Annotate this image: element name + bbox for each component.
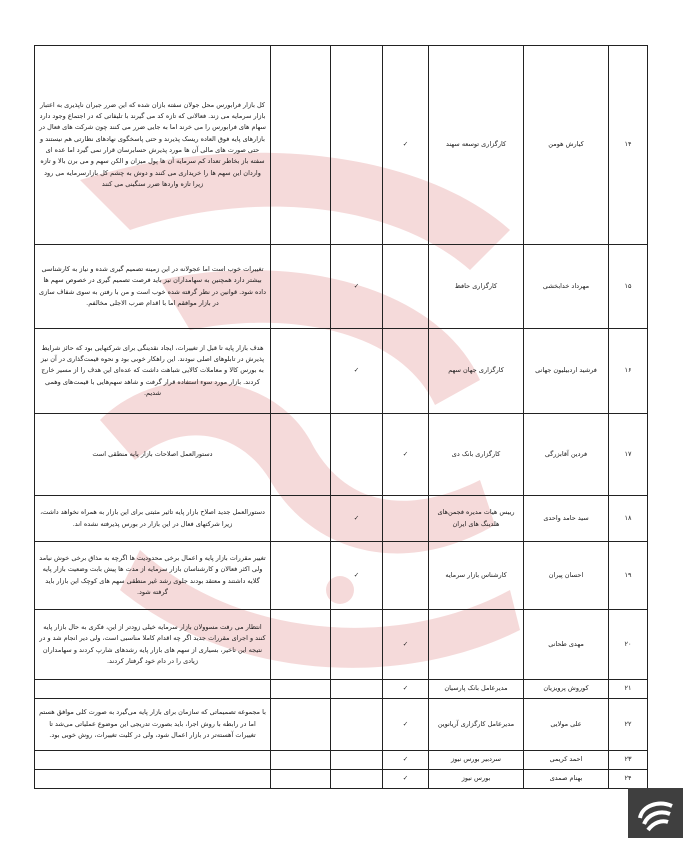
check-mark-icon: ✓ <box>383 46 429 245</box>
check-mark-icon: ✓ <box>383 680 429 699</box>
row-number: ۱۵ <box>609 245 648 329</box>
opinion-text: دستورالعمل اصلاحات بازار پایه منطقی است <box>35 414 271 496</box>
opinion-text: تغییر مقررات بازار پایه و اعمال برخی محدودیت ها اگرچه به مذاق برخی خوش نیامد ولی اکثر فعالان و کارشناسان بازار سرمایه از مدت ها پیش بابت وضعیت بازار پایه گلایه داشتند و معتقد بودند جلوی رشد غیر منطقی سهم های کوچک این بازار باید گرفته شود. <box>35 542 271 610</box>
person-name: فرشید اردبیلیون جهانی <box>524 329 609 414</box>
opinion-text: با مجموعه تصمیماتی که سازمان برای بازار پایه می‌گیرد به صورت کلی موافق هستم اما در رابطه با روش اجرا، باید بصورت تدریجی این موضوع عملیاتی می‌شد تا تغییرات آهسته‌تر در بازار اعمال شود، ولی در کلیت تغییرات، روش خوبی بود. <box>35 699 271 751</box>
opinion-text: دستورالعمل جدید اصلاح بازار پایه تاثیر مثبتی برای این بازار به همراه نخواهد داشت، زیرا شرکتهای فعال در این بازار در بورس پذیرفته نشده اند. <box>35 496 271 542</box>
check-mark-icon <box>271 610 331 680</box>
check-mark-icon <box>271 46 331 245</box>
brand-corner-logo <box>628 788 683 838</box>
check-mark-icon: ✓ <box>383 751 429 770</box>
person-name: فردین آقابزرگی <box>524 414 609 496</box>
check-mark-icon: ✓ <box>383 610 429 680</box>
table-row <box>35 770 648 789</box>
table-row <box>35 699 648 751</box>
row-number: ۱۴ <box>609 46 648 245</box>
check-mark-icon <box>383 542 429 610</box>
organization: کارگزاری توسعه سهند <box>429 46 524 245</box>
opinion-text: انتظار می رفت مسوولان بازار سرمایه خیلی زودتر از این، فکری به حال بازار پایه کنند و اجرای مقررات جدید اگر چه اقدام کاملا مناسبی است، ولی دیر انجام شد و در نتیجه این تاخیر، بسیاری از سهم های بازار پایه رشدهای شارپ کردند و سهامداران زیادی را در دام خود گرفتار کردند. <box>35 610 271 680</box>
row-number: ۲۳ <box>609 751 648 770</box>
check-mark-icon <box>331 414 383 496</box>
check-mark-icon <box>271 680 331 699</box>
opinion-text: تغییرات خوب است اما عجولانه در این زمینه تصمیم گیری شده و نیاز به کارشناسی بیشتر دارد همچنین به سهامداران نیز باید فرصت تصمیم گیری در خصوص سهم ها داده شود. قوانین در نظر گرفته شده خوب است و من با رفتن به سوی شفاف سازی در بازار موافقم اما با اقدام ضرب الاجلی مخالفم. <box>35 245 271 329</box>
table-row <box>35 245 648 329</box>
check-mark-icon: ✓ <box>331 329 383 414</box>
check-mark-icon <box>271 414 331 496</box>
table-row <box>35 680 648 699</box>
check-mark-icon: ✓ <box>331 245 383 329</box>
row-number: ۱۷ <box>609 414 648 496</box>
brand-corner-logo-mark <box>628 788 683 838</box>
check-mark-icon <box>271 245 331 329</box>
survey-table <box>34 45 648 789</box>
organization: مدیرعامل کارگزاری آریانوین <box>429 699 524 751</box>
table-row <box>35 751 648 770</box>
check-mark-icon <box>271 329 331 414</box>
row-number: ۲۱ <box>609 680 648 699</box>
person-name: مهرداد خدابخشی <box>524 245 609 329</box>
person-name: احسان پیران <box>524 542 609 610</box>
check-mark-icon <box>383 496 429 542</box>
organization: کارگزاری حافظ <box>429 245 524 329</box>
check-mark-icon <box>331 610 383 680</box>
organization: مدیرعامل بانک پارسیان <box>429 680 524 699</box>
organization: رییس هیات مدیره فجمن‌های هلدینگ های ایران <box>429 496 524 542</box>
organization: کارگزاری جهان سهم <box>429 329 524 414</box>
organization: کارشناس بازار سرمایه <box>429 542 524 610</box>
table-row <box>35 329 648 414</box>
row-number: ۲۲ <box>609 699 648 751</box>
organization: سردبیر بورس نیوز <box>429 751 524 770</box>
row-number: ۱۶ <box>609 329 648 414</box>
check-mark-icon <box>271 542 331 610</box>
check-mark-icon <box>383 245 429 329</box>
opinion-text <box>35 680 271 699</box>
organization: کارگزاری بانک دی <box>429 414 524 496</box>
opinion-text: کل بازار فرابورس محل جولان سفته بازان شده که این ضرر جبران ناپذیری به اعتبار بازار سرمایه می زند. فعالانی که تازه کد می گیرند با تلیفاتی که در اجتماع وجود دارد سهام های فرابورس را می خرند اما به جایی ضرر می کنند چون شرکت های فعال در بازارهای پایه فوق العاده ریسک پذیرند و حتی پاسخگوی نهادهای نظارتی هم نیستند و حتی صورت های مالی آن ها مورد پذیرش حسابرسان قرار نمی گیرد اما عده ای سفته باز بخاطر تعداد کم سرمایه آن ها پول میزان و الکن سهم و می برن بالا و تازه واردان این سهم ها را خریداری می کنند و دوش به چشم کل بازارسرمایه می رود زیرا تازه واردها ضرر سنگینی می کنند <box>35 46 271 245</box>
row-number: ۱۹ <box>609 542 648 610</box>
check-mark-icon <box>331 680 383 699</box>
check-mark-icon: ✓ <box>383 699 429 751</box>
check-mark-icon <box>271 699 331 751</box>
check-mark-icon <box>383 329 429 414</box>
check-mark-icon <box>331 770 383 789</box>
person-name: مهدی طحانی <box>524 610 609 680</box>
check-mark-icon <box>271 751 331 770</box>
check-mark-icon <box>271 496 331 542</box>
person-name: کیارش هومن <box>524 46 609 245</box>
check-mark-icon: ✓ <box>383 770 429 789</box>
opinion-text <box>35 770 271 789</box>
check-mark-icon: ✓ <box>383 414 429 496</box>
row-number: ۲۴ <box>609 770 648 789</box>
person-name: کوروش پرویزیان <box>524 680 609 699</box>
opinion-text: هدف بازار پایه تا قبل از تغییرات، ایجاد نقدینگی برای شرکتهایی بود که حائز شرایط پذیرش در تابلوهای اصلی نبودند. این راهکار خوبی بود و نحوه قیمت‌گذاری در آن نیز به بورس کالا و معاملات کالایی شباهت داشت که عده‌ای این هدف را از مسیر خارج کردند. بازار مورد سوء استفاده قرار گرفت و شاهد سهم‌هایی با قیمت‌های وهمی شدیم. <box>35 329 271 414</box>
table-body <box>35 46 648 789</box>
check-mark-icon <box>331 751 383 770</box>
person-name: بهنام صمدی <box>524 770 609 789</box>
table-row <box>35 414 648 496</box>
check-mark-icon <box>331 699 383 751</box>
person-name: علی مولایی <box>524 699 609 751</box>
check-mark-icon: ✓ <box>331 542 383 610</box>
organization: بورس نیوز <box>429 770 524 789</box>
organization <box>429 610 524 680</box>
person-name: احمد کریمی <box>524 751 609 770</box>
table-row <box>35 610 648 680</box>
person-name: سید حامد واحدی <box>524 496 609 542</box>
check-mark-icon <box>331 46 383 245</box>
row-number: ۲۰ <box>609 610 648 680</box>
row-number: ۱۸ <box>609 496 648 542</box>
check-mark-icon: ✓ <box>331 496 383 542</box>
table-row <box>35 542 648 610</box>
table-row <box>35 496 648 542</box>
opinion-text <box>35 751 271 770</box>
check-mark-icon <box>271 770 331 789</box>
table-row <box>35 46 648 245</box>
